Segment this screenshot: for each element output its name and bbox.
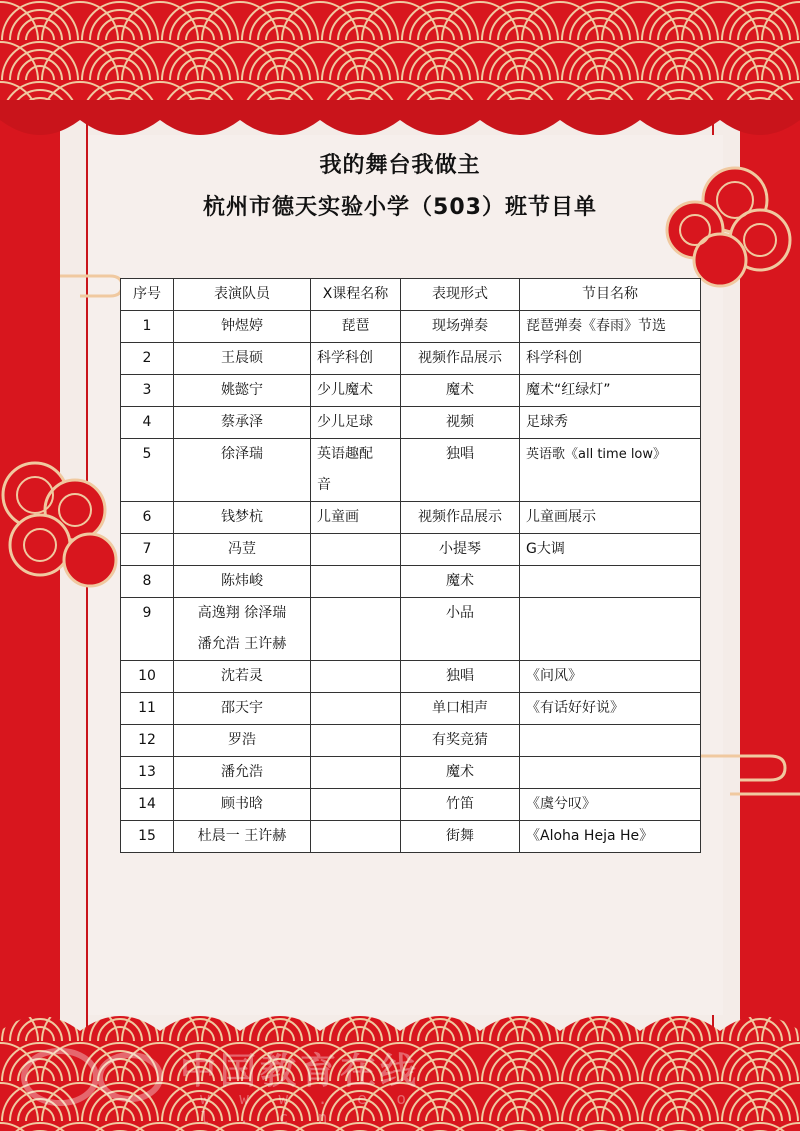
cell-course: 少儿魔术 [311, 375, 401, 407]
cell-course: 儿童画 [311, 502, 401, 534]
cell-form: 独唱 [401, 439, 520, 502]
cell-no: 9 [121, 598, 174, 661]
col-header-course: X课程名称 [311, 279, 401, 311]
cell-form: 小提琴 [401, 534, 520, 566]
cell-form: 视频作品展示 [401, 343, 520, 375]
cell-program: 《虞兮叹》 [520, 789, 701, 821]
cell-form: 独唱 [401, 661, 520, 693]
table-row [121, 725, 701, 757]
watermark-name: 中国教育在线 [180, 1051, 421, 1092]
table-row [121, 789, 701, 821]
cell-program: 《问风》 [520, 661, 701, 693]
cell-form: 有奖竞猜 [401, 725, 520, 757]
table-row [121, 343, 701, 375]
cell-members: 钟煜婷 [174, 311, 311, 343]
cell-form: 单口相声 [401, 693, 520, 725]
cell-form: 魔术 [401, 566, 520, 598]
cell-form: 魔术 [401, 757, 520, 789]
cell-program [520, 566, 701, 598]
cell-program: 科学科创 [520, 343, 701, 375]
cell-members: 顾书晗 [174, 789, 311, 821]
cell-program: 魔术“红绿灯” [520, 375, 701, 407]
watermark [20, 1037, 421, 1127]
table-row [121, 375, 701, 407]
cell-program: 《有话好好说》 [520, 693, 701, 725]
cell-course [311, 598, 401, 661]
cell-members: 罗浩 [174, 725, 311, 757]
cell-form: 小品 [401, 598, 520, 661]
program-table [120, 278, 701, 853]
cell-members: 徐泽瑞 [174, 439, 311, 502]
cell-no: 14 [121, 789, 174, 821]
table-row [121, 598, 701, 661]
col-header-form: 表现形式 [401, 279, 520, 311]
page-subtitle: 杭州市德天实验小学（503）班节目单 [203, 195, 597, 220]
table-row [121, 439, 701, 502]
table-row [121, 661, 701, 693]
cell-program [520, 757, 701, 789]
cell-no: 3 [121, 375, 174, 407]
gold-line-ornament-right [700, 750, 800, 800]
table-row [121, 566, 701, 598]
cell-form: 视频作品展示 [401, 502, 520, 534]
table-row [121, 821, 701, 853]
cell-no: 8 [121, 566, 174, 598]
col-header-program: 节目名称 [520, 279, 701, 311]
page-title: 我的舞台我做主 [319, 153, 481, 178]
cell-members: 冯荳 [174, 534, 311, 566]
cell-no: 10 [121, 661, 174, 693]
cell-course: 科学科创 [311, 343, 401, 375]
cell-members: 邵天宇 [174, 693, 311, 725]
cell-program: G大调 [520, 534, 701, 566]
cell-no: 7 [121, 534, 174, 566]
table-row [121, 757, 701, 789]
table-row [121, 693, 701, 725]
table-row [121, 311, 701, 343]
cell-course [311, 725, 401, 757]
cell-members: 钱梦杭 [174, 502, 311, 534]
cell-members: 杜晨一 王许赫 [174, 821, 311, 853]
cell-course: 英语趣配 音 [311, 439, 401, 502]
cell-program [520, 725, 701, 757]
cell-no: 13 [121, 757, 174, 789]
cell-course [311, 693, 401, 725]
table-row [121, 502, 701, 534]
watermark-url: w w w . e o l . c n [200, 1089, 416, 1127]
cell-form: 街舞 [401, 821, 520, 853]
cell-members: 王晨硕 [174, 343, 311, 375]
cell-program [520, 598, 701, 661]
cell-course [311, 821, 401, 853]
cell-form: 视频 [401, 407, 520, 439]
top-wave-pattern [0, 0, 800, 150]
cell-no: 12 [121, 725, 174, 757]
cell-course [311, 661, 401, 693]
cell-course [311, 757, 401, 789]
watermark-logo-icon [20, 1037, 170, 1117]
col-header-members: 表演队员 [174, 279, 311, 311]
cell-program: 儿童画展示 [520, 502, 701, 534]
cell-form: 魔术 [401, 375, 520, 407]
cell-members: 高逸翔 徐泽瑞 潘允浩 王许赫 [174, 598, 311, 661]
cell-no: 5 [121, 439, 174, 502]
cell-no: 15 [121, 821, 174, 853]
cell-form: 现场弹奏 [401, 311, 520, 343]
cell-form: 竹笛 [401, 789, 520, 821]
cloud-right-ornament [640, 165, 800, 295]
cell-program: 琵琶弹奏《春雨》节选 [520, 311, 701, 343]
cell-no: 6 [121, 502, 174, 534]
cell-program: 《Aloha Heja He》 [520, 821, 701, 853]
cell-course: 少儿足球 [311, 407, 401, 439]
cell-members: 沈若灵 [174, 661, 311, 693]
cell-course [311, 789, 401, 821]
cloud-left-ornament [0, 455, 130, 595]
table-row [121, 534, 701, 566]
cell-members: 陈炜峻 [174, 566, 311, 598]
col-header-no: 序号 [121, 279, 174, 311]
cell-no: 11 [121, 693, 174, 725]
cell-members: 姚懿宁 [174, 375, 311, 407]
table-header-row [121, 279, 701, 311]
cell-members: 潘允浩 [174, 757, 311, 789]
cell-members: 蔡承泽 [174, 407, 311, 439]
cell-no: 1 [121, 311, 174, 343]
table-row [121, 407, 701, 439]
cell-course [311, 534, 401, 566]
cell-no: 2 [121, 343, 174, 375]
cell-course [311, 566, 401, 598]
cell-program: 足球秀 [520, 407, 701, 439]
cell-program: 英语歌《all time low》 [520, 439, 701, 502]
cell-no: 4 [121, 407, 174, 439]
cell-course: 琵琶 [311, 311, 401, 343]
